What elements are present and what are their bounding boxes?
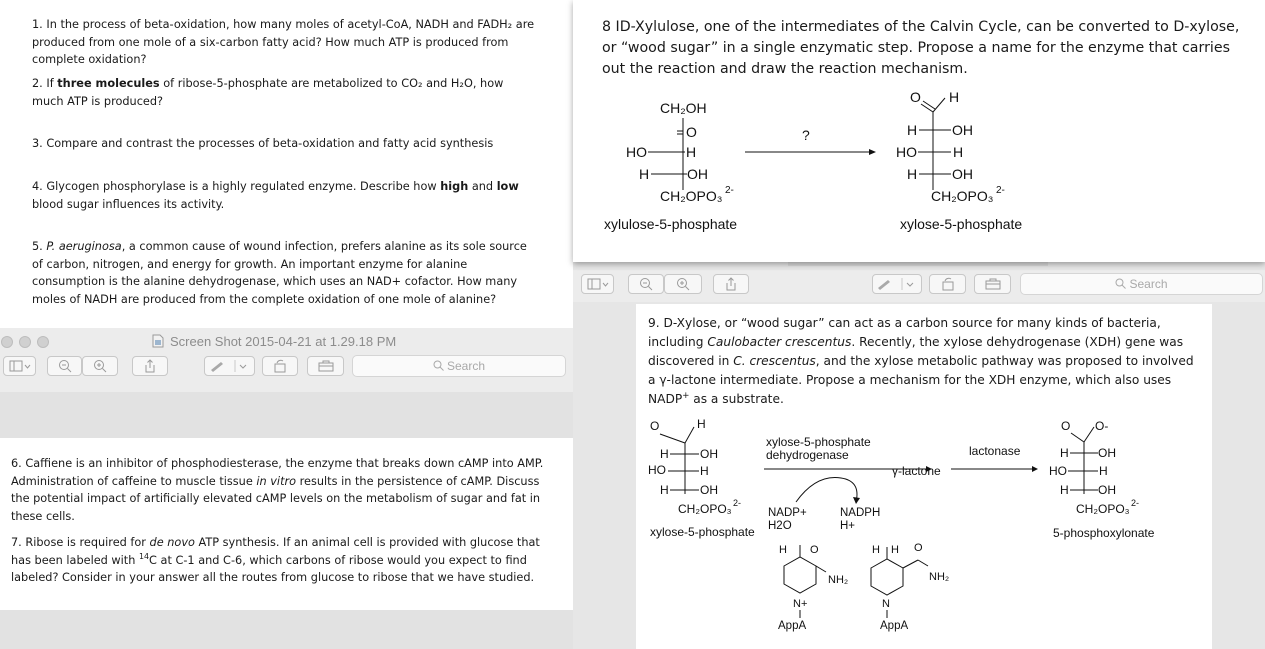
svg-text:O: O	[914, 542, 923, 554]
q9-text-4: as a substrate.	[689, 392, 784, 406]
svg-text:H: H	[872, 544, 880, 556]
document-page	[0, 438, 573, 610]
svg-text:H: H	[1099, 464, 1108, 478]
svg-text:H: H	[953, 144, 964, 160]
svg-text:HO: HO	[896, 144, 917, 160]
question-8: 8 ID-Xylulose, one of the intermediates of the Calvin Cycle, can be converted to D-xylose, or “wood sugar” in a single enzymatic step. Propose a name for the enzyme that carries out the reaction and draw the reaction mechanism.	[602, 19, 1240, 77]
toolbox-button[interactable]	[307, 356, 344, 376]
zoom-in-button[interactable]	[664, 274, 702, 294]
svg-text:2-: 2-	[733, 498, 742, 508]
question-sheet-top-left	[0, 0, 573, 330]
cofactor-out-1: NADPH	[840, 507, 881, 519]
zoom-window-button[interactable]	[37, 336, 49, 348]
q5-text: 5.	[32, 240, 47, 253]
svg-text:O: O	[810, 544, 819, 556]
zoom-in-icon	[676, 277, 690, 291]
q9-italic: Caulobacter crescentus	[707, 335, 852, 349]
svg-text:CH₂OPO₃: CH₂OPO₃	[678, 502, 732, 516]
svg-text:CH₂OPO₃: CH₂OPO₃	[1076, 502, 1130, 516]
svg-text:H: H	[907, 166, 918, 182]
svg-text:H: H	[891, 544, 899, 556]
question-5	[32, 238, 537, 308]
q6-text-end: results in the persistence of cAMP. Discuss the potential impact of artificially elevated cAMP levels on the metabolism of sugar and fat in these cells.	[11, 474, 541, 523]
svg-text:O: O	[910, 89, 921, 105]
question-3: 3. Compare and contrast the processes of beta-oxidation and fatty acid synthesis	[32, 137, 494, 150]
svg-text:H: H	[1060, 446, 1069, 460]
share-button[interactable]	[132, 356, 168, 376]
sidebar-toggle-button[interactable]	[581, 274, 614, 294]
q4-bold-high: high	[440, 180, 469, 193]
page-gap	[0, 392, 573, 438]
q9-superscript: +	[682, 390, 690, 401]
document-icon	[152, 334, 164, 351]
svg-text:OH: OH	[700, 447, 718, 461]
svg-text:2-: 2-	[725, 185, 734, 196]
svg-text:CH₂OH: CH₂OH	[660, 100, 707, 116]
zoom-out-button[interactable]	[47, 356, 82, 376]
q5-italic: P. aeruginosa	[46, 240, 122, 253]
toolbox-icon	[318, 360, 334, 372]
share-icon	[144, 359, 156, 373]
cofactor-in-2: H2O	[768, 520, 792, 532]
zoom-out-icon	[639, 277, 653, 291]
minimize-window-button[interactable]	[19, 336, 31, 348]
zoom-out-button[interactable]	[628, 274, 664, 294]
page-gap-bottom	[0, 610, 573, 649]
cofactor-in-1: NADP+	[768, 507, 807, 519]
svg-text:H: H	[686, 144, 697, 160]
cofactor-curved-arrow	[796, 478, 857, 503]
svg-text:OH: OH	[952, 122, 973, 138]
svg-text:HO: HO	[626, 144, 647, 160]
enzyme1-line1: xylose-5-phosphate	[766, 435, 871, 449]
q7-text: 7. Ribose is required for	[11, 536, 150, 549]
svg-text:O-: O-	[1095, 419, 1109, 433]
search-placeholder: Search	[1129, 277, 1168, 291]
q9-text: 9. D-Xylose, or “wood sugar” can act as a carbon source for many kinds of bacteria, including	[648, 316, 1161, 349]
question-4	[32, 178, 537, 213]
zoom-in-icon	[93, 359, 107, 373]
svg-text:OH: OH	[952, 166, 973, 182]
question-1: 1. In the process of beta-oxidation, how many moles of acetyl-CoA, NADH and FADH₂ are produced from one mole of a six-carbon fatty acid? How much ATP is produced from complete oxidation?	[32, 18, 535, 66]
q7-text-end: C at C-1 and C-6, which carbons of ribose would you expect to find labeled? Consider in your answer all the routes from glucose to ribose that we have studied.	[11, 553, 535, 584]
svg-text:O: O	[686, 124, 697, 140]
rotate-button[interactable]	[262, 356, 298, 376]
zoom-in-button[interactable]	[82, 356, 118, 376]
svg-text:H: H	[660, 483, 669, 497]
svg-text:H: H	[697, 417, 706, 431]
enzyme2-label: lactonase	[969, 444, 1021, 458]
svg-text:H: H	[660, 447, 669, 461]
pen-icon	[875, 278, 919, 290]
intermediate-label: γ-lactone	[892, 464, 941, 478]
svg-text:CH₂OPO₃: CH₂OPO₃	[931, 188, 994, 204]
q2-text: 2. If	[32, 77, 58, 90]
svg-text:OH: OH	[700, 483, 718, 497]
q4-text-mid: and	[468, 180, 497, 193]
right-compound-label: xylose-5-phosphate	[900, 216, 1023, 232]
svg-text:CH₂OPO₃: CH₂OPO₃	[660, 188, 723, 204]
toolbar	[0, 352, 573, 384]
svg-text:H: H	[639, 166, 650, 182]
start-label: xylose-5-phosphate	[650, 525, 755, 539]
q7-italic: de novo	[149, 536, 195, 549]
preview-window-left	[0, 328, 573, 649]
q4-bold-low: low	[496, 180, 519, 193]
xdh-pathway-diagram	[636, 304, 1212, 649]
q7-text-mid: ATP synthesis. If an animal cell is provided with glucose that has been labeled with	[11, 536, 540, 567]
svg-text:OH: OH	[1098, 446, 1116, 460]
nadp-ring	[784, 545, 826, 593]
svg-text:H: H	[700, 464, 709, 478]
end-label: 5-phosphoxylonate	[1053, 526, 1155, 540]
left-compound-label: xylulose-5-phosphate	[604, 216, 738, 232]
question-6	[11, 455, 551, 525]
svg-text:H: H	[907, 122, 918, 138]
svg-text:OH: OH	[1098, 483, 1116, 497]
svg-text:2-: 2-	[996, 185, 1005, 196]
svg-text:O: O	[650, 419, 660, 433]
xylulose-to-xylose-diagram	[573, 0, 1265, 262]
q6-italic: in vitro	[256, 474, 297, 488]
nadp-nh2: NH₂	[828, 574, 849, 586]
question-7	[11, 534, 551, 587]
cofactor-out-2: H+	[840, 520, 856, 532]
svg-text:N: N	[882, 598, 890, 610]
document-page-q9	[636, 304, 1212, 649]
toolbox-button[interactable]	[974, 274, 1011, 294]
markup-button[interactable]	[872, 274, 922, 294]
q7-superscript: 14	[138, 551, 150, 561]
svg-text:HO: HO	[1049, 464, 1067, 478]
nadph-nh2: NH₂	[929, 571, 950, 583]
toolbar-right	[573, 270, 1265, 302]
appa-label-1: AppA	[778, 620, 807, 632]
close-window-button[interactable]	[1, 336, 13, 348]
window-title: Screen Shot 2015-04-21 at 1.29.18 PM	[170, 334, 397, 349]
rotate-icon	[941, 277, 955, 291]
svg-text:HO: HO	[648, 463, 666, 477]
share-button[interactable]	[713, 274, 749, 294]
arrow-label: ?	[802, 127, 810, 143]
svg-text:N+: N+	[793, 598, 808, 610]
question-2	[32, 75, 537, 110]
q9-italic-2: C. crescentus	[733, 354, 816, 368]
share-icon	[725, 277, 737, 291]
svg-text:H: H	[949, 89, 960, 105]
svg-text:OH: OH	[687, 166, 708, 182]
rotate-button[interactable]	[929, 274, 966, 294]
svg-text:H: H	[1060, 483, 1069, 497]
appa-label-2: AppA	[880, 620, 909, 632]
pen-icon	[208, 360, 252, 372]
q9-text-2: . Recently, the xylose dehydrogenase (XDH) gene was discovered in	[648, 335, 1184, 368]
q4-text: 4. Glycogen phosphorylase is a highly regulated enzyme. Describe how	[32, 180, 441, 193]
search-icon	[433, 357, 444, 377]
svg-text:2-: 2-	[1131, 498, 1140, 508]
svg-text:O: O	[1061, 419, 1071, 433]
q2-bold: three molecules	[57, 77, 160, 90]
enzyme1-line2: dehydrogenase	[766, 448, 849, 462]
svg-text:H: H	[779, 544, 787, 556]
search-field[interactable]	[352, 355, 566, 377]
search-placeholder: Search	[446, 359, 486, 373]
q6-text: 6. Caffiene is an inhibitor of phosphodiesterase, the enzyme that breaks down cAMP into AMP. Administration of caffeine to muscle tissue	[11, 457, 544, 488]
q4-text-end: blood sugar influences its activity.	[32, 197, 225, 211]
zoom-out-icon	[58, 359, 72, 373]
q9-text-3: , and the xylose metabolic pathway was proposed to involved a γ-lactone intermediate. Propose a mechanism for the XDH enzyme, which also uses NADP	[648, 354, 1194, 406]
sidebar-toggle-button[interactable]	[3, 356, 36, 376]
search-icon	[1115, 275, 1126, 295]
toolbox-icon	[985, 278, 1001, 290]
markup-button[interactable]	[204, 356, 255, 376]
rotate-icon	[273, 359, 287, 373]
search-field[interactable]	[1020, 273, 1263, 295]
q2-text-end: of ribose-5-phosphate are metabolized to CO₂ and H₂O, how much ATP is produced?	[32, 77, 504, 108]
q5-text-end: , a common cause of wound infection, prefers alanine as its sole source of carbon, nitrogen, and energy for growth. An important enzyme for alanine consumption is the alanine dehydrogenase, which uses an NAD+ cofactor. How many moles of NADH are produced from the complete oxidation of one mole of alanine?	[32, 240, 527, 306]
question-sheet-q8	[573, 0, 1265, 262]
